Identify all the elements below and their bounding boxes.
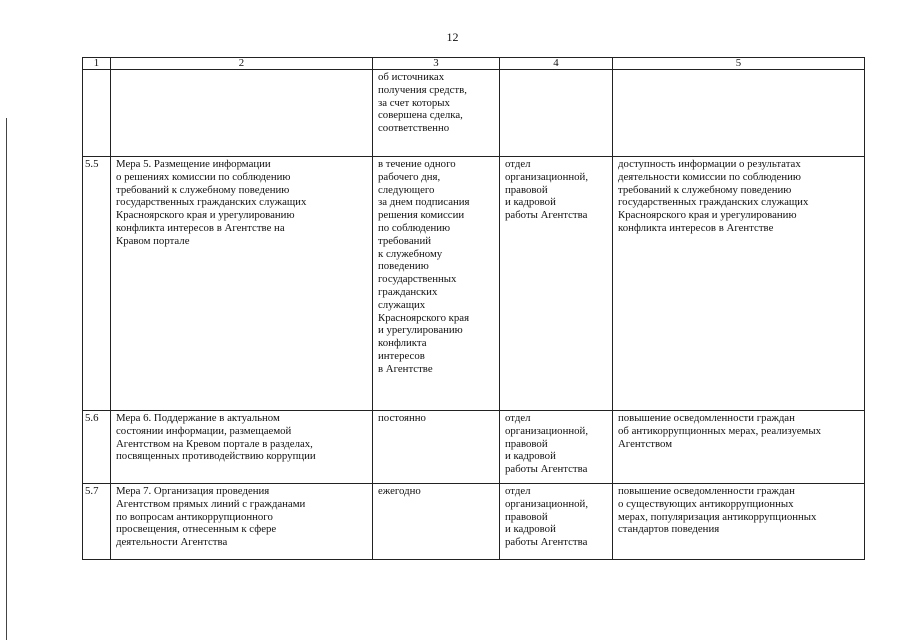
table-row-5-5 (83, 157, 865, 411)
responsible-cell (500, 70, 613, 157)
term-cell: об источниках получения средств, за счет которых совершена сделка, соответственно (373, 70, 500, 157)
measures-table (82, 57, 865, 560)
table-header-row (83, 58, 865, 70)
result-cell: повышение осведомленности граждан о существующих антикоррупционных мерах, популяризация антикоррупционных стандартов поведения (613, 484, 865, 560)
column-header-2: 2 (111, 58, 373, 70)
row-number (83, 70, 111, 157)
table-row-5-7 (83, 484, 865, 560)
row-number: 5.6 (83, 411, 111, 484)
row-number: 5.5 (83, 157, 111, 411)
page-number: 12 (446, 30, 459, 44)
result-cell: повышение осведомленности граждан об антикоррупционных мерах, реализуемых Агентством (613, 411, 865, 484)
table-row-5-6 (83, 411, 865, 484)
column-header-5: 5 (613, 58, 865, 70)
column-header-1: 1 (83, 58, 111, 70)
measure-cell: Мера 6. Поддержание в актуальном состоянии информации, размещаемой Агентством на Кревом портале в разделах, посвященных противодействию коррупции (111, 411, 373, 484)
scan-margin-line (6, 118, 7, 640)
column-header-4: 4 (500, 58, 613, 70)
measure-cell: Мера 7. Организация проведения Агентством прямых линий с гражданами по вопросам антикоррупционного просвещения, отнесенным к сфере деятельности Агентства (111, 484, 373, 560)
result-cell (613, 70, 865, 157)
row-number: 5.7 (83, 484, 111, 560)
responsible-cell: отдел организационной, правовой и кадровой работы Агентства (500, 484, 613, 560)
result-cell: доступность информации о результатах деятельности комиссии по соблюдению требований к служебному поведению государственных гражданских служащих Красноярского края и урегулированию конфликта интересов в Агентстве (613, 157, 865, 411)
term-cell: ежегодно (373, 484, 500, 560)
measure-cell (111, 70, 373, 157)
responsible-cell: отдел организационной, правовой и кадровой работы Агентства (500, 157, 613, 411)
column-header-3: 3 (373, 58, 500, 70)
measure-cell: Мера 5. Размещение информации о решениях комиссии по соблюдению требований к служебному поведению государственных гражданских служащих Красноярского края и урегулированию конфликта интересов в Агентстве на Кравом портале (111, 157, 373, 411)
table-row-continuation (83, 70, 865, 157)
responsible-cell: отдел организационной, правовой и кадровой работы Агентства (500, 411, 613, 484)
term-cell: постоянно (373, 411, 500, 484)
term-cell: в течение одного рабочего дня, следующего за днем подписания решения комиссии по соблюдению требований к служебному поведению государственных гражданских служащих Красноярского края и урегулированию конфликта интересов в Агентстве (373, 157, 500, 411)
